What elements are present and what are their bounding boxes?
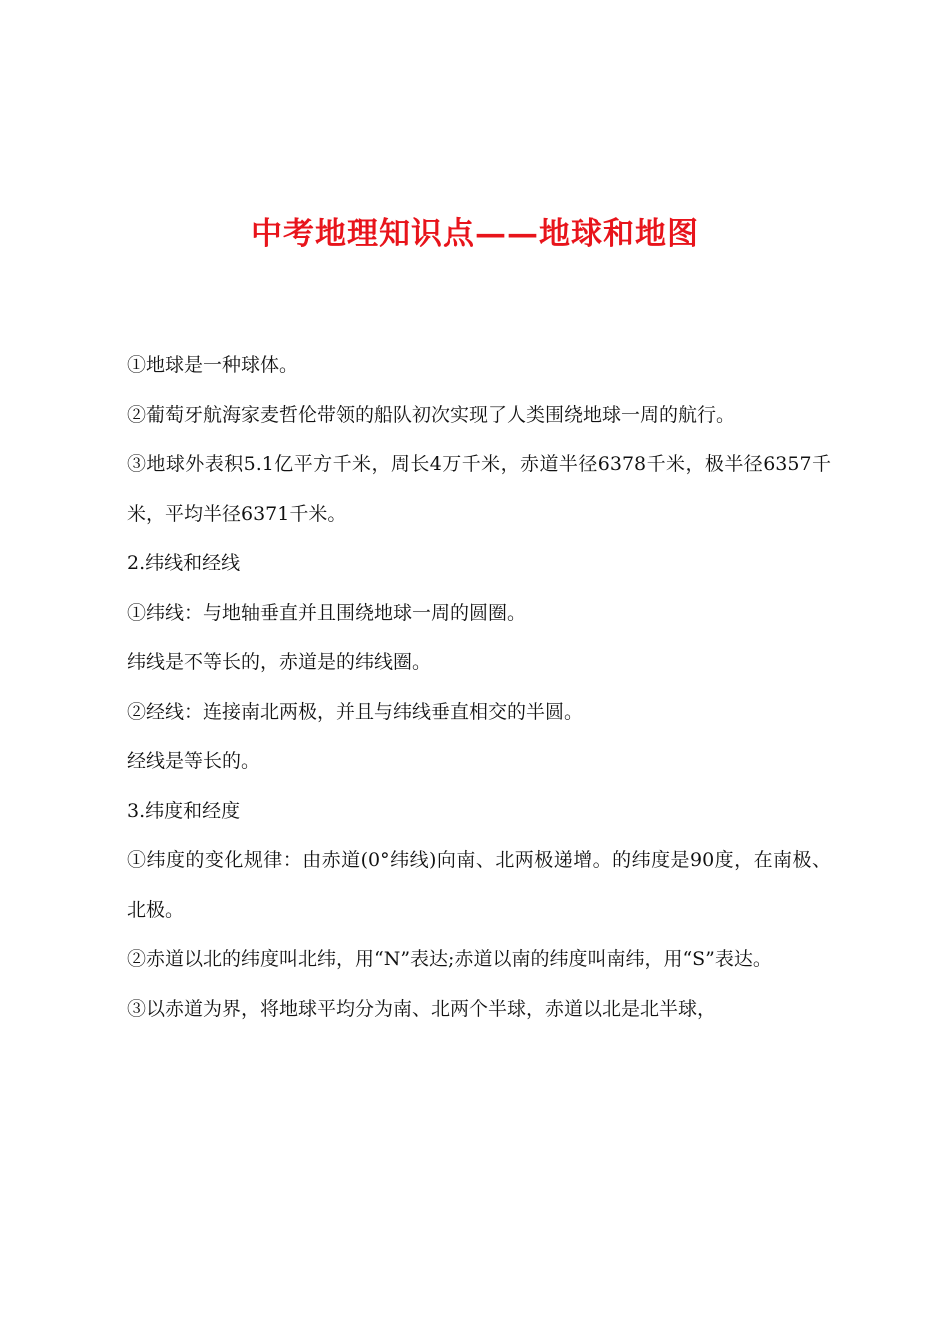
paragraph-magellan: ②葡萄牙航海家麦哲伦带领的船队初次实现了人类围绕地球一周的航行。 bbox=[127, 403, 736, 426]
paragraph-longitude-line-length: 经线是等长的。 bbox=[127, 750, 261, 772]
document-title: 中考地理知识点——地球和地图 bbox=[251, 216, 699, 252]
paragraph-latitude-line-length: 纬线是不等长的，赤道是的纬线圈。 bbox=[127, 651, 432, 673]
paragraph-earth-sphere: ①地球是一种球体。 bbox=[127, 354, 299, 376]
section-heading-latitude-longitude-lines: 2.纬线和经线 bbox=[127, 552, 241, 574]
paragraph-longitude-line-definition: ②经线：连接南北两极，并且与纬线垂直相交的半圆。 bbox=[127, 700, 584, 723]
section-heading-latitude-longitude: 3.纬度和经度 bbox=[127, 799, 241, 822]
paragraph-earth-dimensions: ③地球外表积5.1亿平方千米，周长4万千米，赤道半径6378千米，极半径6357千米，平均半径6371千米。 bbox=[127, 453, 831, 525]
paragraph-latitude-line-definition: ①纬线：与地轴垂直并且围绕地球一周的圆圈。 bbox=[127, 601, 527, 624]
paragraph-hemispheres: ③以赤道为界，将地球平均分为南、北两个半球，赤道以北是北半球， bbox=[127, 997, 717, 1020]
paragraph-north-south-latitude: ②赤道以北的纬度叫北纬，用“N”表达;赤道以南的纬度叫南纬，用“S”表达。 bbox=[127, 948, 772, 970]
document-body bbox=[127, 341, 831, 1034]
paragraph-latitude-pattern: ①纬度的变化规律：由赤道(0°纬线)向南、北两极递增。的纬度是90度，在南极、北极。 bbox=[127, 849, 831, 921]
